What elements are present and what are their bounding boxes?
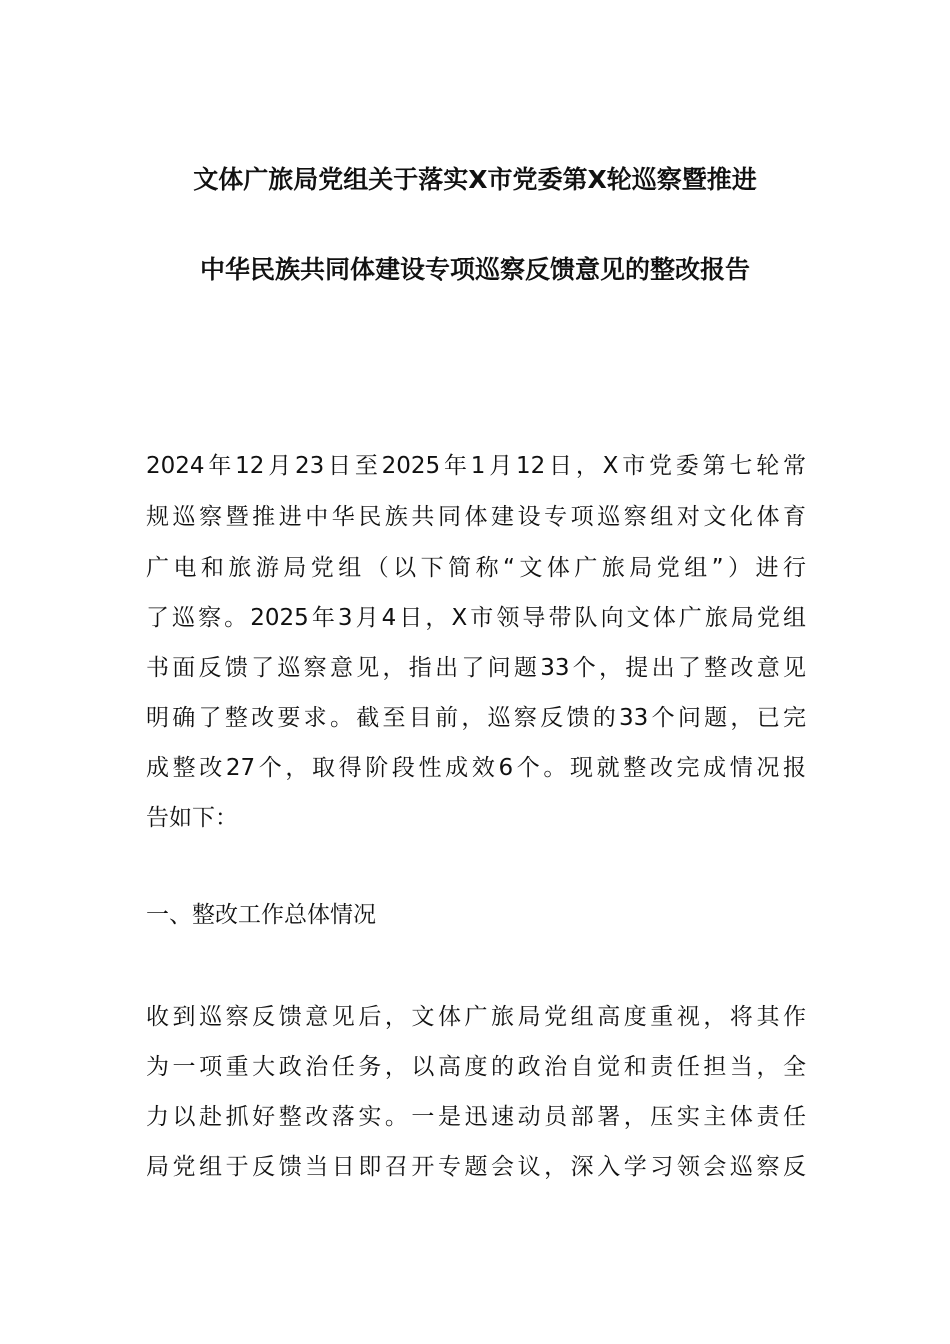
paragraph-line: 为一项重大政治任务，以高度的政治自觉和责任担当，全: [146, 1054, 806, 1080]
paragraph-line: 规巡察暨推进中华民族共同体建设专项巡察组对文化体育: [146, 504, 806, 530]
paragraph-line: 2024年12月23日至2025年1月12日，X市党委第七轮常: [146, 453, 806, 479]
paragraph-line: 广电和旅游局党组（以下简称“文体广旅局党组”）进行: [146, 555, 806, 581]
document-title-line-2: 中华民族共同体建设专项巡察反馈意见的整改报告: [199, 255, 750, 284]
paragraph-line: 局党组于反馈当日即召开专题会议，深入学习领会巡察反: [146, 1154, 806, 1180]
paragraph-line: 告如下：: [146, 805, 238, 831]
paragraph-line: 书面反馈了巡察意见，指出了问题33个，提出了整改意见: [146, 655, 806, 681]
paragraph-line: 明确了整改要求。截至目前，巡察反馈的33个问题，已完: [146, 705, 806, 731]
document-title-line-1: 文体广旅局党组关于落实X市党委第X轮巡察暨推进: [193, 165, 757, 194]
paragraph-line: 成整改27个，取得阶段性成效6个。现就整改完成情况报: [146, 755, 806, 781]
paragraph-line: 了巡察。2025年3月4日，X市领导带队向文体广旅局党组: [146, 605, 806, 631]
paragraph-line: 收到巡察反馈意见后，文体广旅局党组高度重视，将其作: [146, 1004, 806, 1030]
paragraph-line: 力以赴抓好整改落实。一是迅速动员部署，压实主体责任: [146, 1104, 806, 1130]
section-heading: 一、整改工作总体情况: [146, 902, 376, 928]
